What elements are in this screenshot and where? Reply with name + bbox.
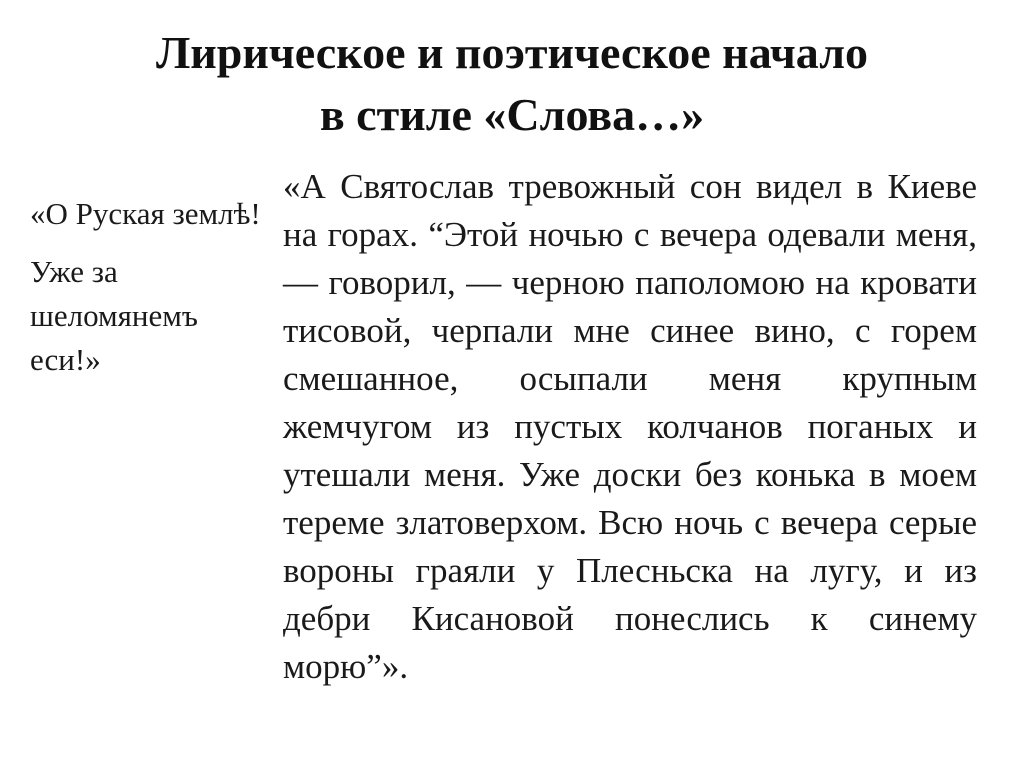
title-line-2: в стиле «Слова…»: [319, 89, 705, 140]
slide-title: [40, 22, 984, 146]
left-quote-line-2: Уже за шеломянемъ еси!»: [30, 254, 198, 377]
left-quote: [30, 192, 270, 396]
title-line-1: Лирическое и поэтическое начало: [155, 27, 869, 78]
main-text: «А Святослав тревожный сон видел в Киеве на горах. “Этой ночью с вечера одевали меня, — говорил, — черною паполомою на кровати тисовой, черпали мне синее вино, с горем смешанное, осыпали меня крупным жемчугом из пустых колчанов поганых и утешали меня. Уже доски без конька в моем тереме златоверхом. Всю ночь с вечера серые вороны граяли у Плесньска на лугу, и из дебри Кисановой понеслись к синему морю”».: [283, 167, 977, 686]
left-quote-line-1: «О Руская землѣ!: [30, 196, 261, 231]
